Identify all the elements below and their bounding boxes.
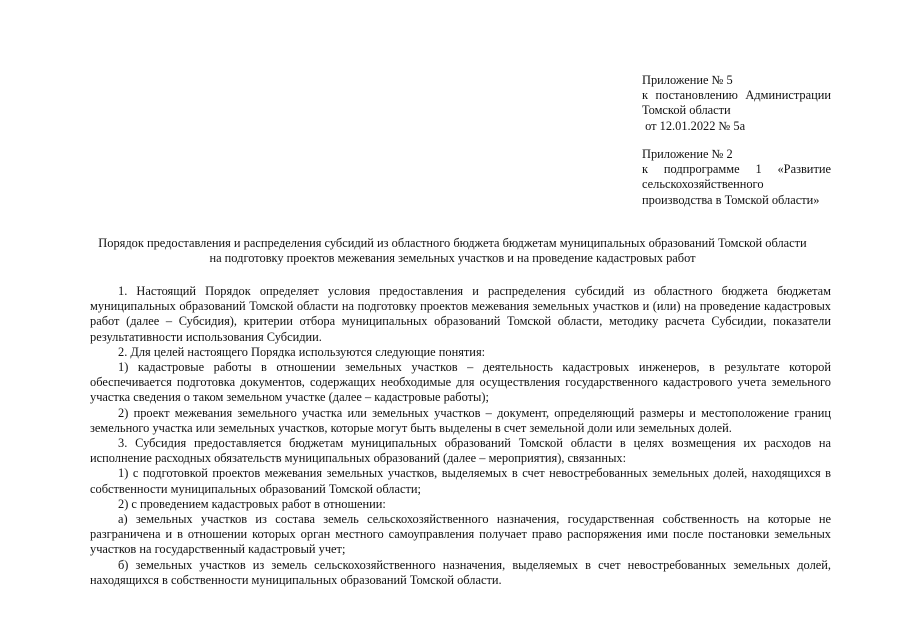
paragraph-3: 3. Субсидия предоставляется бюджетам муниципальных образований Томской области в целях возмещения их расходов на исполнение расходных обязательств муниципальных образований (далее – мероприятия), связанных: bbox=[90, 436, 831, 466]
appendix-2-subprogram-end: производства в Томской области» bbox=[642, 192, 820, 207]
document-title-line-1: Порядок предоставления и распределения субсидий из областного бюджета бюджетам муниципальных образований Томской области bbox=[98, 236, 807, 250]
document-title bbox=[60, 236, 845, 266]
paragraph-2-item-2: 2) проект межевания земельного участка или земельных участков – документ, определяющий размеры и местоположение границ земельного участка или земельных участков, которые могут быть выделены в счет земельной доли или земельных долей. bbox=[90, 405, 831, 435]
appendix-5-number: Приложение № 5 bbox=[642, 73, 733, 87]
paragraph-3-item-2: 2) с проведением кадастровых работ в отношении: bbox=[118, 496, 386, 511]
appendix-2-subprogram: к подпрограмме 1 «Развитие bbox=[642, 162, 831, 177]
document-body bbox=[90, 284, 831, 588]
appendix-5-date: от 12.01.2022 № 5а bbox=[642, 118, 746, 133]
document-title-line-2: на подготовку проектов межевания земельных участков и на проведение кадастровых работ bbox=[209, 251, 696, 266]
appendix-2-header bbox=[642, 147, 831, 208]
paragraph-3-item-2b: б) земельных участков из земель сельскохозяйственного назначения, выделяемых в счет невостребованных земельных долей, находящихся в собственности муниципальных образований Томской области. bbox=[90, 557, 831, 587]
paragraph-3-item-1: 1) с подготовкой проектов межевания земельных участков, выделяемых в счет невостребованных земельных долей, находящихся в собственности муниципальных образований Томской области; bbox=[90, 466, 831, 496]
appendix-2-number: Приложение № 2 bbox=[642, 147, 733, 161]
paragraph-2-item-1: 1) кадастровые работы в отношении земельных участков – деятельность кадастровых инженеров, в результате которой обеспечивается подготовка документов, содержащих необходимые для осуществления государственного кадастрового учета земельного участка сведения о таком земельном участке (далее – кадастровые работы); bbox=[90, 360, 831, 405]
appendix-2-subprogram-cont: сельскохозяйственного bbox=[642, 177, 764, 192]
appendix-5-header bbox=[642, 73, 831, 134]
paragraph-3-item-2a: а) земельных участков из состава земель сельскохозяйственного назначения, государственная собственность на которые не разграничена и в отношении которых орган местного самоуправления получает право распоряжения ими после постановки земельных участков на государственный кадастровый учет; bbox=[90, 512, 831, 557]
appendix-5-region: Томской области bbox=[642, 103, 731, 118]
paragraph-1: 1. Настоящий Порядок определяет условия предоставления и распределения субсидий из областного бюджета бюджетам муниципальных образований Томской области на подготовку проектов межевания земельных участков и (или) на проведение кадастровых работ (далее – Субсидия), критерии отбора муниципальных образований Томской области, методику расчета Субсидии, показатели результативности использования Субсидии. bbox=[90, 284, 831, 344]
appendix-5-resolution: к постановлению Администрации bbox=[642, 88, 831, 103]
paragraph-2: 2. Для целей настоящего Порядка используются следующие понятия: bbox=[118, 344, 486, 359]
